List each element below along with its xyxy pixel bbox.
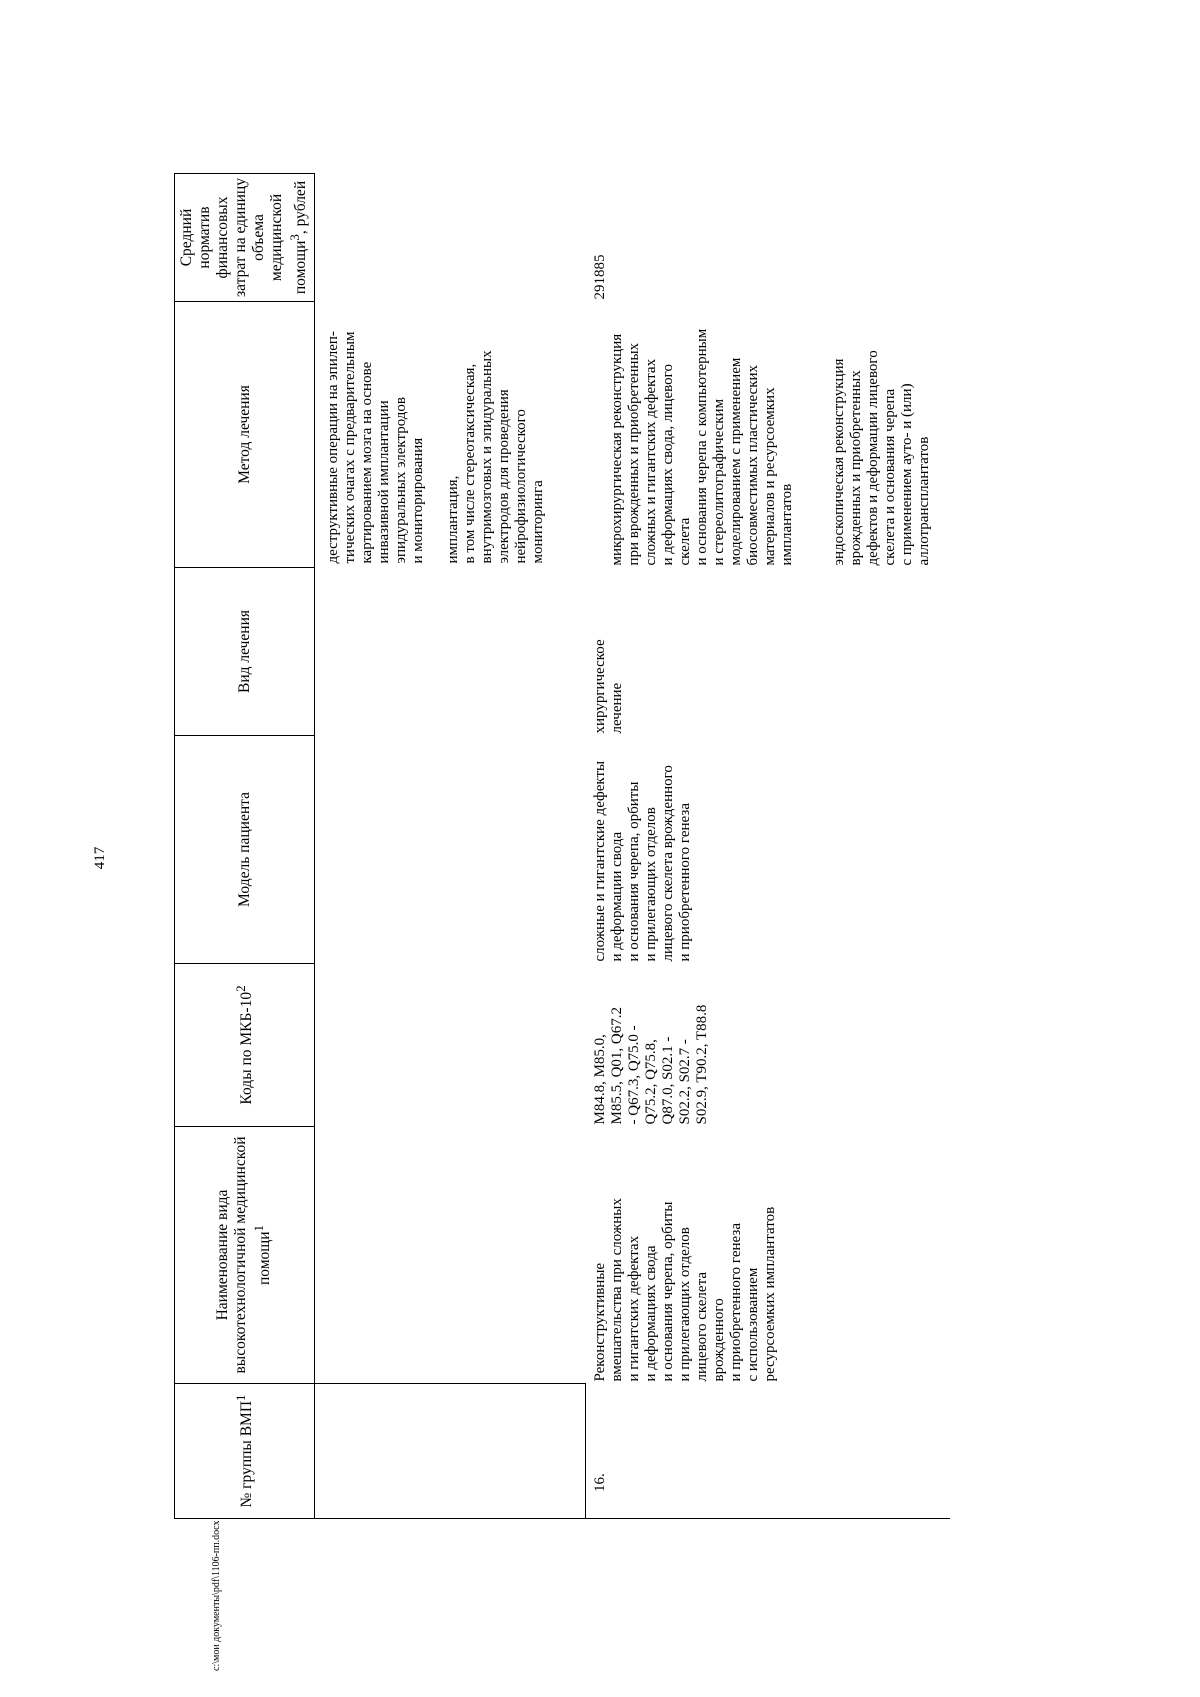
header-patient-model: Модель пациента [174,735,314,963]
method-text: эндоскопическая реконструкция врожденных и приобретенных дефектов и деформации лицевого скелета и основания черепа с применением ауто- и (или) аллотрансплантатов [830,349,931,565]
table-row [585,173,949,1518]
header-treatment-method: Метод лечения [174,301,314,567]
method-text: микрохирургическая реконструкция при врожденных и приобретенных сложных и гигантских дефектах и деформациях свода, лицевого скелета и основания черепа с компьютерным и стереолитографическим моделированием с применением биосовместимых пластических материалов и ресурсоемких имплантатов [608,328,794,565]
cell-icd-codes: M84.8, M85.0, M85.5, Q01, Q67.2 - Q67.3, Q75.0 - Q75.2, Q75.8, Q87.0, S02.1 - S02.2, S02.7 - S02.9, T90.2, T88.8 [591,1004,709,1124]
header-vmp-name: Наименование вида высокотехнологичной медицинской помощи$^1$ [174,1126,314,1383]
cell-continuation-blank [314,567,585,1383]
header-icd-codes: Коды по МКБ-$10^2$ [174,963,314,1126]
header-treatment-type: Вид лечения [174,567,314,735]
table-row-continuation [314,173,585,1518]
cell-continuation-cost [314,173,585,301]
cell-treatment-type: хирургическое лечение [591,638,624,733]
method-text: деструктивные операции на эпилеп- тических очагах с предварительным картированием мозга на основе инвазивной имплантации эпидуральных электродов и мониторирования [324,330,426,563]
cell-continuation-number [314,1383,585,1518]
cell-treatment-method [585,301,949,567]
cell-cost-standard: 291885 [591,254,607,299]
vmp-table [174,173,950,1519]
footer-file-path: c:\мои документы\pdf\1106-пп.docx [211,1520,222,1671]
rotated-page [4,83,1184,1613]
cell-continuation-method [314,301,585,567]
table-header-row [174,173,314,1518]
method-text: имплантация, в том числе стереотаксическая, внутримозговых и эпидуральных электродов для проведения нейрофизиологического мониторинга [444,349,546,563]
header-cost-standard: Средний норматив финансовых затрат на единицу объема медицинской помощи$^3$, рублей [174,173,314,301]
page-number: 417 [92,846,108,870]
cell-vmp-name: Реконструктивные вмешательства при сложных и гигантских дефектах и деформациях свода и основания черепа, орбиты и прилегающих отделов лицевого скелета врожденного и приобретенного генеза с использованием ресурсоемких имплантатов [591,1197,777,1381]
cell-group-number: 16. [585,1383,949,1518]
header-group-number: № группы ВМП$^1$ [174,1383,314,1518]
cell-patient-model: сложные и гигантские дефекты и деформации свода и основания черепа, орбиты и прилегающих отделов лицевого скелета врожденного и приобретенного генеза [591,760,692,961]
